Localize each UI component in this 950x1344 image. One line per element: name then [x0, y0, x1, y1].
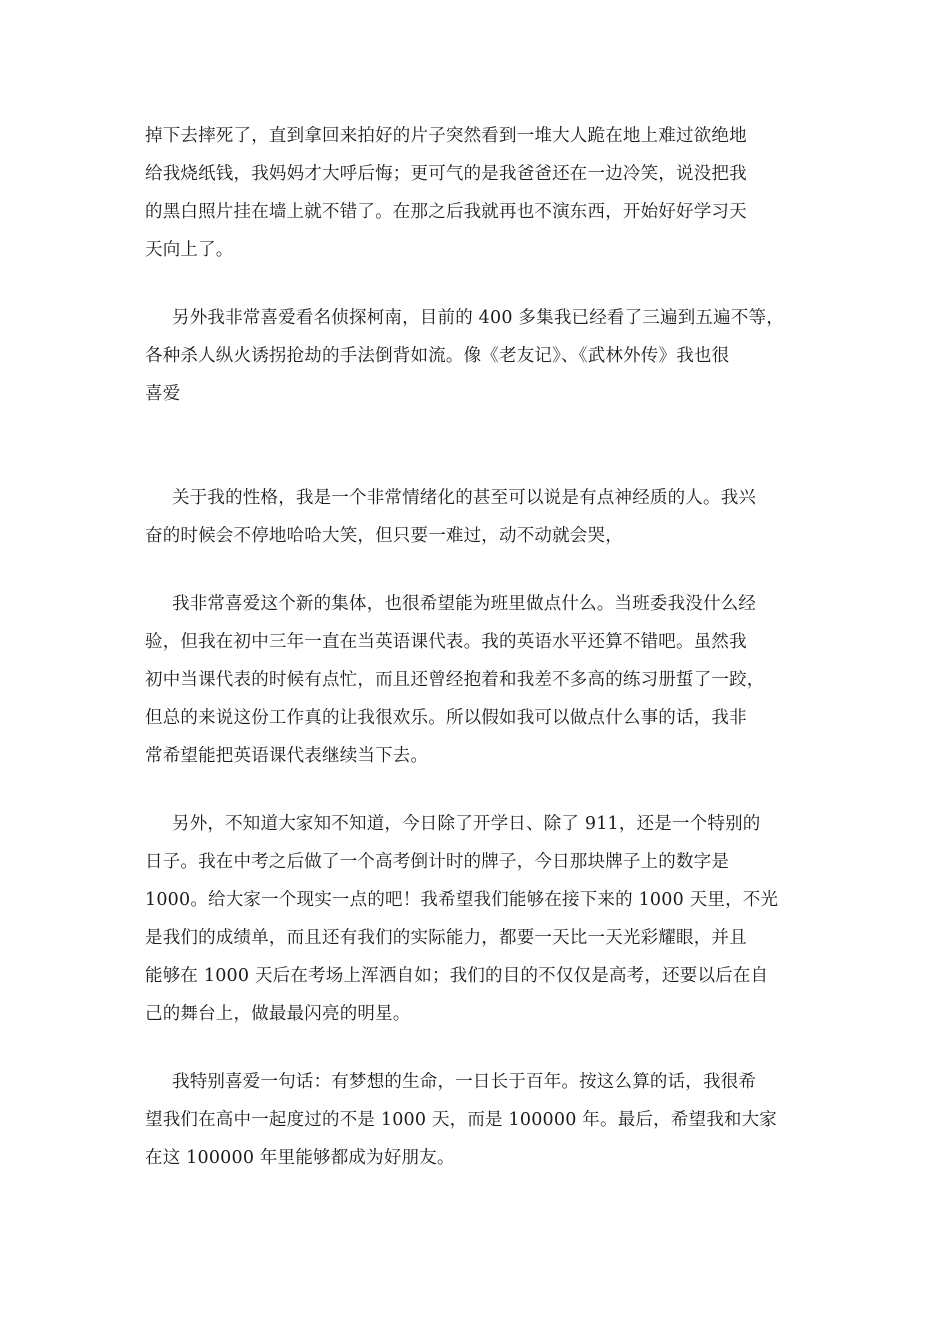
text-line: 是我们的成绩单，而且还有我们的实际能力，都要一天比一天光彩耀眼，并且	[145, 928, 747, 948]
text-line: 给我烧纸钱，我妈妈才大呼后悔；更可气的是我爸爸还在一边冷笑，说没把我	[145, 164, 747, 184]
text-line: 掉下去摔死了，直到拿回来拍好的片子突然看到一堆大人跪在地上难过欲绝地	[145, 126, 747, 146]
text-line: 在这 100000 年里能够都成为好朋友。	[145, 1148, 455, 1168]
text-line: 各种杀人纵火诱拐抢劫的手法倒背如流。像《老友记》、《武林外传》我也很	[145, 346, 730, 366]
text-line: 另外，不知道大家知不知道，今日除了开学日、除了 911，还是一个特别的	[172, 814, 761, 834]
text-line: 的黑白照片挂在墙上就不错了。在那之后我就再也不演东西，开始好好学习天	[145, 202, 747, 222]
text-line: 望我们在高中一起度过的不是 1000 天，而是 100000 年。最后，希望我和大家	[145, 1110, 777, 1130]
text-line: 我特别喜爱一句话：有梦想的生命，一日长于百年。按这么算的话，我很希	[172, 1072, 757, 1092]
text-line: 能够在 1000 天后在考场上浑洒自如；我们的目的不仅仅是高考，还要以后在自	[145, 966, 769, 986]
text-line: 但总的来说这份工作真的让我很欢乐。所以假如我可以做点什么事的话，我非	[145, 708, 747, 728]
text-line: 初中当课代表的时候有点忙，而且还曾经抱着和我差不多高的练习册蜇了一跤，	[145, 670, 765, 690]
text-line: 奋的时候会不停地哈哈大笑，但只要一难过，动不动就会哭，	[145, 526, 623, 546]
text-line: 验，但我在初中三年一直在当英语课代表。我的英语水平还算不错吧。虽然我	[145, 632, 747, 652]
text-line: 常希望能把英语课代表继续当下去。	[145, 746, 429, 766]
text-line: 1000。给大家一个现实一点的吧！我希望我们能够在接下来的 1000 天里，不光	[145, 890, 779, 910]
text-line: 关于我的性格，我是一个非常情绪化的甚至可以说是有点神经质的人。我兴	[172, 488, 757, 508]
text-line: 我非常喜爱这个新的集体，也很希望能为班里做点什么。当班委我没什么经	[172, 594, 757, 614]
text-line: 天向上了。	[145, 240, 234, 260]
text-line: 另外我非常喜爱看名侦探柯南，目前的 400 多集我已经看了三遍到五遍不等，	[172, 308, 784, 328]
text-line: 喜爱	[145, 384, 181, 404]
text-line: 己的舞台上，做最最闪亮的明星。	[145, 1004, 411, 1024]
text-line: 日子。我在中考之后做了一个高考倒计时的牌子，今日那块牌子上的数字是	[145, 852, 730, 872]
